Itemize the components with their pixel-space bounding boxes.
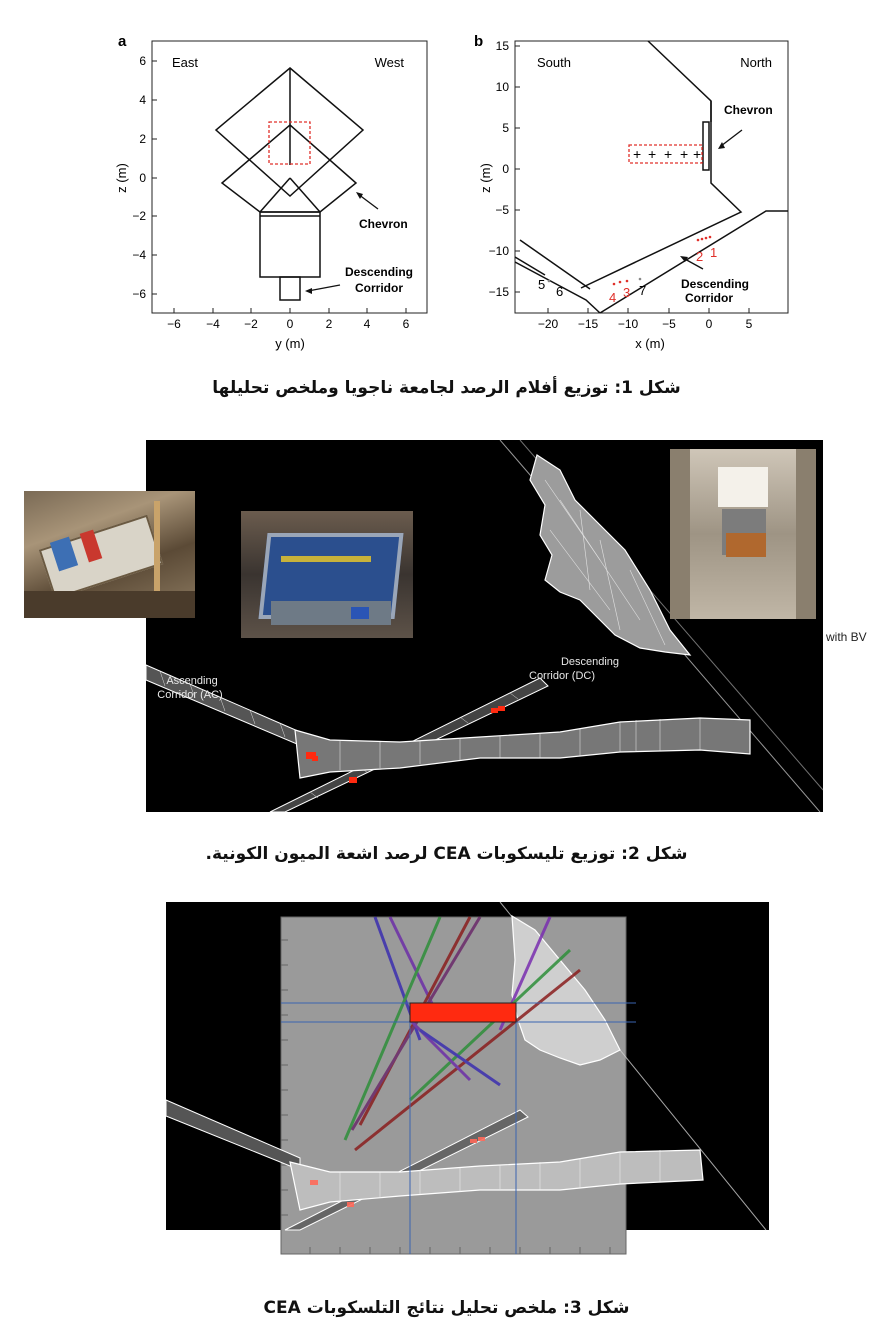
panel-a-chevron-label: Chevron — [359, 217, 408, 231]
panel-a-label: a — [118, 33, 127, 50]
panel-a-west-label: West — [374, 55, 404, 70]
panel-b-frame — [515, 41, 788, 313]
panel-b-ytick: 5 — [502, 121, 509, 135]
caption-number: 3 — [569, 1298, 582, 1318]
figure-3-caption — [0, 1298, 893, 1318]
panel-a-corridor-label-2: Corridor — [355, 281, 403, 295]
ascending-corridor-label-1: Ascending — [166, 675, 218, 687]
panel-a-xtick: 2 — [325, 317, 333, 331]
descending-corridor-label-2: Corridor (DC) — [529, 670, 595, 682]
ascending-corridor-wireframe — [166, 1100, 300, 1170]
panel-a-ytick: 4 — [139, 93, 146, 107]
panel-a-east-label: East — [172, 55, 199, 70]
panel-b-xtick: −15 — [577, 317, 599, 331]
panel-a-corridor-arrowhead — [305, 288, 312, 294]
panel-b-film-number: 7 — [639, 283, 647, 298]
panel-b-xlabel: x (m) — [635, 336, 665, 351]
panel-a-corridor-arrow — [308, 285, 340, 291]
panel-a-ytick: −6 — [132, 287, 146, 301]
caption-text: : ملخص تحليل نتائج التلسكوبات CEA — [263, 1298, 570, 1318]
panel-a-xtick: 4 — [363, 317, 371, 331]
panel-a-xtick: −2 — [244, 317, 258, 331]
panel-b-markers — [633, 146, 701, 162]
panel-a-ylabel: z (m) — [114, 163, 129, 193]
figure-1 — [0, 0, 893, 400]
caption-text: : توزيع أفلام الرصد لجامعة ناجويا وملخص تحليلها — [212, 378, 622, 398]
panel-b-ytick: 0 — [502, 162, 509, 176]
panel-b-south-label: South — [537, 55, 571, 70]
panel-b-film-number: 6 — [556, 284, 564, 299]
panel-b-marker: + — [648, 146, 657, 162]
panel-b-ytick: −10 — [488, 244, 509, 258]
panel-b-chevron-arrow — [721, 130, 742, 146]
figure-3-analysis — [0, 900, 893, 1260]
descending-corridor-label-1: Descending — [560, 656, 620, 668]
figure-3 — [0, 900, 893, 1341]
figure-2 — [0, 440, 893, 880]
panel-a-chevron-drawing — [216, 68, 363, 300]
inset-photo-detector — [241, 511, 413, 638]
caption-prefix: شكل — [632, 378, 681, 398]
figure-1-plots — [0, 0, 893, 370]
panel-a-ytick: −4 — [132, 248, 146, 262]
panel-a-chevron-arrowhead — [356, 192, 363, 199]
panel-b-xtick: −5 — [662, 317, 676, 331]
panel-b-film-number: 2 — [696, 249, 704, 264]
anomaly-void-bar — [410, 1003, 516, 1022]
panel-a-xtick: 6 — [402, 317, 410, 331]
panel-a-ytick: 0 — [139, 171, 146, 185]
panel-a-yticks — [152, 61, 157, 294]
panel-a-ytick: 2 — [139, 132, 146, 146]
caption-text: : توزيع تليسكوبات CEA لرصد اشعة الميون الكونية. — [205, 844, 628, 864]
panel-b-structure-lines — [515, 41, 788, 313]
panel-a-ytick: −2 — [132, 209, 146, 223]
panel-b-marker: + — [680, 146, 689, 162]
panel-a-xtick: 0 — [286, 317, 294, 331]
panel-b-marker: + — [693, 146, 702, 162]
panel-b-corridor-label-2: Corridor — [685, 291, 733, 305]
panel-a-corridor-label-1: Descending — [345, 265, 414, 279]
panel-b-xtick: 0 — [705, 317, 713, 331]
panel-b-xtick: −10 — [617, 317, 639, 331]
panel-b-ytick: −15 — [488, 285, 509, 299]
panel-b-ytick: 15 — [495, 39, 509, 53]
panel-b-xticks — [548, 308, 749, 313]
horizontal-passage-wireframe — [295, 718, 750, 778]
panel-b-film-number: 5 — [538, 277, 546, 292]
figure-1-caption — [0, 378, 893, 398]
panel-b-chevron-label: Chevron — [724, 103, 773, 117]
inset-photo-corridor — [670, 449, 816, 619]
caption-prefix: شكل — [639, 844, 688, 864]
side-note-with-bv: with BV — [826, 630, 867, 644]
grand-gallery-wireframe — [530, 455, 690, 655]
panel-b-ylabel: z (m) — [478, 163, 493, 193]
panel-b-yticks — [515, 46, 520, 292]
panel-b-corridor-label-1: Descending — [681, 277, 750, 291]
panel-b-xtick: 5 — [745, 317, 753, 331]
figure-2-caption — [0, 844, 893, 864]
panel-b-xtick: −20 — [537, 317, 559, 331]
ascending-corridor-label-2: Corridor (AC) — [157, 689, 223, 701]
panel-a-xlabel: y (m) — [275, 336, 305, 351]
panel-b-north-label: North — [740, 55, 772, 70]
panel-a-xtick: −6 — [167, 317, 181, 331]
panel-b-marker: + — [664, 146, 673, 162]
analysis-panel — [281, 917, 626, 1254]
inset-photo-equipment-box — [24, 491, 195, 618]
panel-b-ytick: 10 — [495, 80, 509, 94]
panel-a-xticks — [174, 308, 406, 313]
panel-b-marker: + — [633, 146, 642, 162]
panel-b-film-number: 3 — [623, 285, 631, 300]
panel-b-ytick: −5 — [495, 203, 509, 217]
panel-b-film-number: 1 — [710, 245, 718, 260]
panel-b-film-number: 4 — [609, 290, 617, 305]
caption-prefix: شكل — [581, 1298, 630, 1318]
caption-number: 2 — [627, 844, 640, 864]
caption-number: 1 — [621, 378, 633, 398]
panel-a-xtick: −4 — [206, 317, 220, 331]
panel-b-label: b — [474, 33, 484, 50]
panel-a-ytick: 6 — [139, 54, 146, 68]
